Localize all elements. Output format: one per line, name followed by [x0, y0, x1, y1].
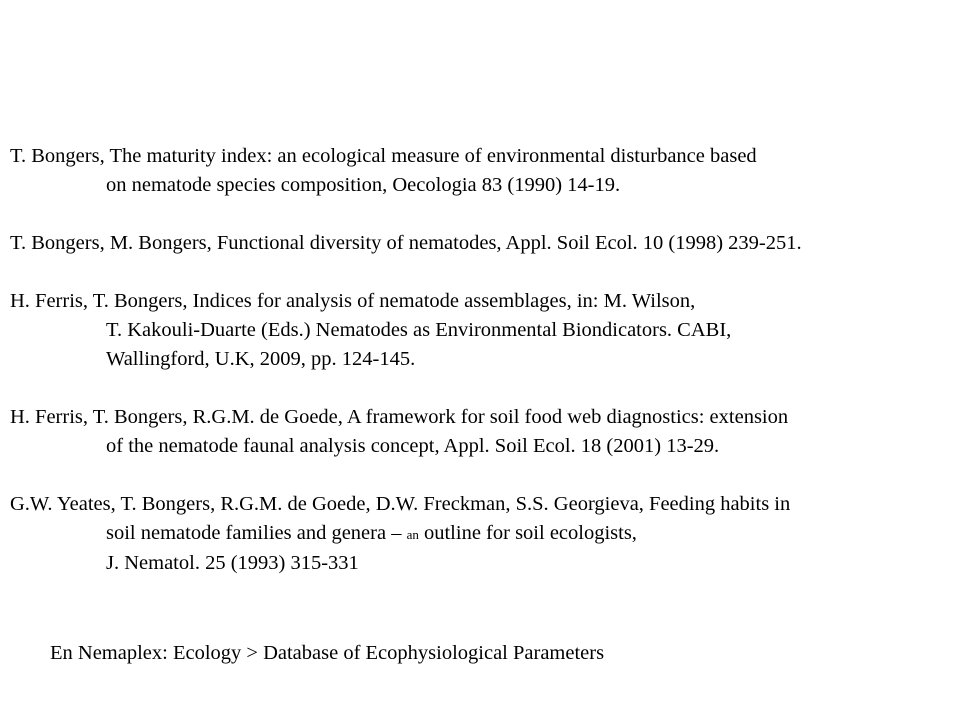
- reference-line: H. Ferris, T. Bongers, Indices for analysis of nematode assemblages, in: M. Wilson,: [10, 290, 696, 312]
- nemaplex-note: En Nemaplex: Ecology > Database of Ecophysiological Parameters: [50, 642, 605, 664]
- reference-item: [10, 287, 950, 374]
- reference-line: T. Bongers, The maturity index: an ecological measure of environmental disturbance based: [10, 145, 757, 167]
- reference-line: of the nematode faunal analysis concept, Appl. Soil Ecol. 18 (2001) 13-29.: [106, 435, 720, 457]
- reference-text: outline for soil ecologists,: [418, 522, 637, 544]
- reference-item: [10, 229, 950, 258]
- reference-line: H. Ferris, T. Bongers, R.G.M. de Goede, A framework for soil food web diagnostics: extension: [10, 406, 789, 428]
- reference-item: [10, 142, 950, 200]
- reference-line: Wallingford, U.K, 2009, pp. 124-145.: [106, 348, 416, 370]
- reference-list: [10, 142, 950, 607]
- reference-line: J. Nematol. 25 (1993) 315-331: [106, 552, 359, 574]
- reference-text-small: an: [406, 527, 419, 542]
- reference-text: soil nematode families and genera –: [106, 522, 407, 544]
- reference-line: T. Bongers, M. Bongers, Functional diversity of nematodes, Appl. Soil Ecol. 10 (1998) 239-251.: [10, 232, 802, 254]
- reference-item: [10, 403, 950, 461]
- reference-line: T. Kakouli-Duarte (Eds.) Nematodes as Environmental Biondicators. CABI,: [106, 319, 732, 341]
- reference-line: [10, 519, 950, 549]
- reference-line: G.W. Yeates, T. Bongers, R.G.M. de Goede, D.W. Freckman, S.S. Georgieva, Feeding habits in: [10, 493, 791, 515]
- reference-line: on nematode species composition, Oecologia 83 (1990) 14-19.: [106, 174, 621, 196]
- reference-item: [10, 490, 950, 578]
